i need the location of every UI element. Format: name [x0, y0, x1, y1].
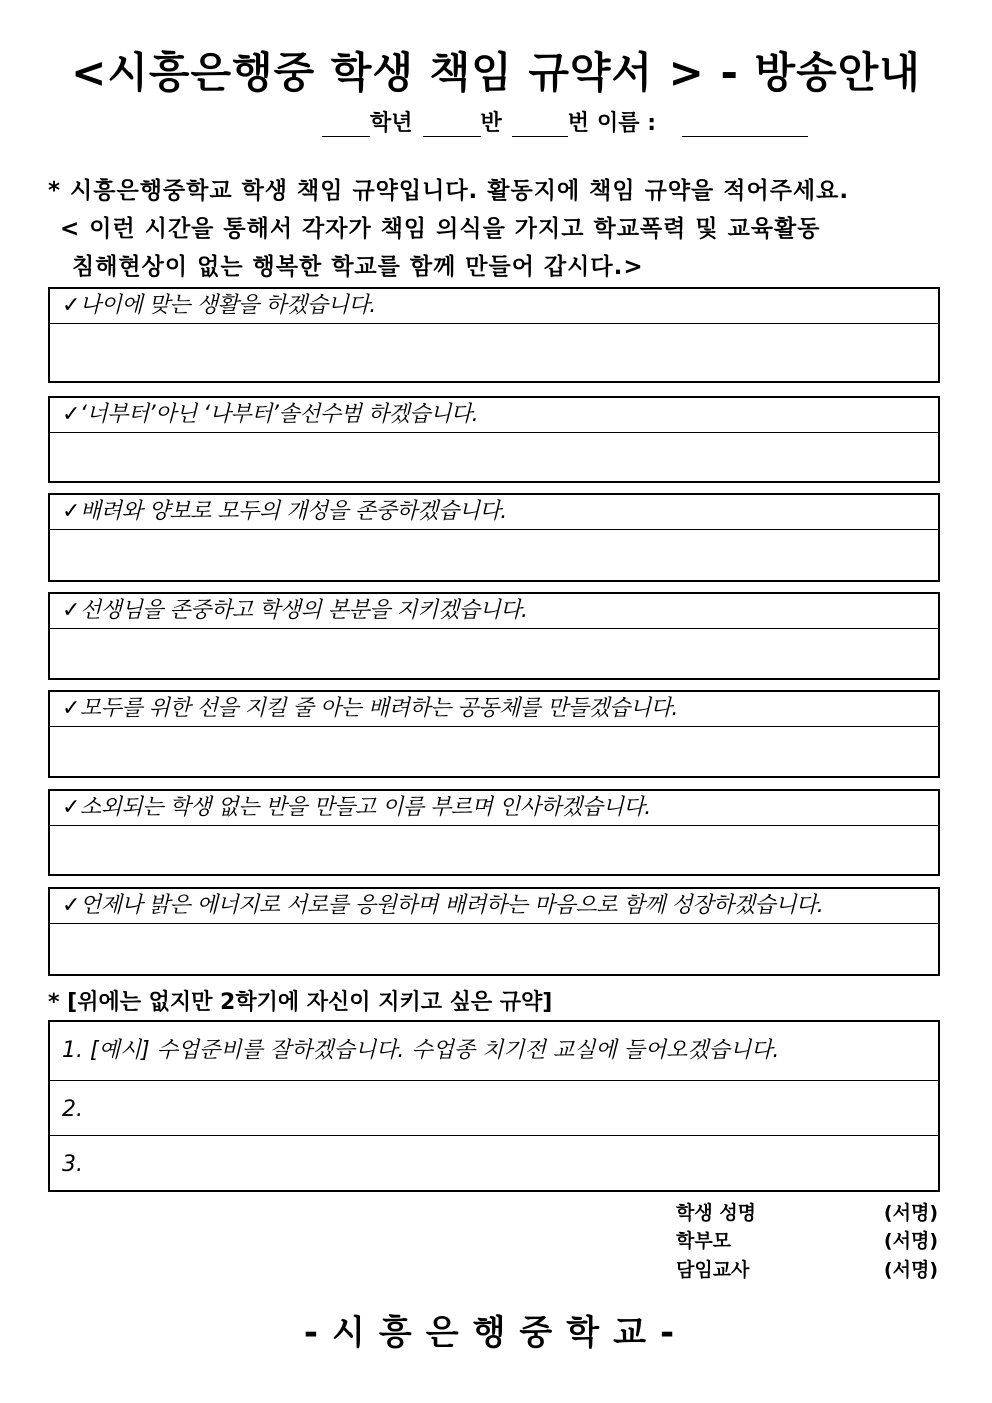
- student-info-line: [322, 106, 808, 137]
- own-rules-table: [48, 1020, 940, 1192]
- pledge-text: ✓모두를 위한 선을 지킬 줄 아는 배려하는 공동체를 만들겠습니다.: [50, 692, 938, 727]
- parent-signature-line[interactable]: [676, 1226, 938, 1253]
- parent-signature-label: 학부모: [676, 1230, 732, 1252]
- grade-blank[interactable]: [322, 112, 370, 137]
- pledge-box-3: [48, 493, 940, 582]
- name-label: 이름 :: [597, 111, 657, 136]
- name-blank[interactable]: [682, 112, 808, 137]
- grade-label: 학년: [370, 111, 413, 136]
- signature-mark: (서명): [883, 1202, 938, 1224]
- school-name: -시흥은행중학교-: [303, 1313, 689, 1353]
- own-rules-heading: * [위에는 없지만 2학기에 자신이 지키고 싶은 규약]: [48, 990, 553, 1015]
- class-blank[interactable]: [423, 112, 481, 137]
- pledge-text: ✓배려와 양보로 모두의 개성을 존중하겠습니다.: [50, 495, 938, 530]
- pledge-text: ✓소외되는 학생 없는 반을 만들고 이름 부르며 인사하겠습니다.: [50, 791, 938, 826]
- own-rule-row-1[interactable]: 1. [예시] 수업준비를 잘하겠습니다. 수업종 치기전 교실에 들어오겠습니다.: [62, 1038, 780, 1063]
- pledge-answer-area[interactable]: [50, 433, 938, 481]
- own-rule-row-2[interactable]: 2.: [50, 1080, 938, 1135]
- student-signature-label: 학생 성명: [676, 1202, 757, 1224]
- pledge-box-4: [48, 592, 940, 680]
- number-blank[interactable]: [512, 112, 568, 137]
- pledge-box-2: [48, 396, 940, 483]
- student-signature-line[interactable]: [676, 1198, 938, 1225]
- pledge-text: ✓‘너부터’아닌 ‘나부터’솔선수범 하겠습니다.: [50, 398, 938, 433]
- pledge-text: ✓나이에 맞는 생활을 하겠습니다.: [50, 289, 938, 324]
- pledge-answer-area[interactable]: [50, 924, 938, 974]
- number-label: 번: [567, 111, 590, 136]
- signature-mark: (서명): [883, 1259, 938, 1281]
- pledge-text: ✓언제나 밝은 에너지로 서로를 응원하며 배려하는 마음으로 함께 성장하겠습니다.: [50, 889, 938, 924]
- pledge-answer-area[interactable]: [50, 530, 938, 580]
- pledge-box-5: [48, 690, 940, 778]
- class-label: 반: [480, 111, 502, 136]
- intro-line-2: < 이런 시간을 통해서 각자가 책임 의식을 가지고 학교폭력 및 교육활동: [60, 216, 821, 242]
- teacher-signature-line[interactable]: [676, 1255, 938, 1282]
- pledge-answer-area[interactable]: [50, 826, 938, 874]
- teacher-signature-label: 담임교사: [676, 1259, 750, 1281]
- own-rule-row-3[interactable]: 3.: [50, 1135, 938, 1190]
- page-title: <시흥은행중 학생 책임 규약서 > - 방송안내: [71, 48, 921, 97]
- signature-mark: (서명): [883, 1230, 938, 1252]
- intro-line-1: * 시흥은행중학교 학생 책임 규약입니다. 활동지에 책임 규약을 적어주세요.: [48, 178, 850, 204]
- pledge-box-6: [48, 789, 940, 876]
- pledge-text: ✓선생님을 존중하고 학생의 본분을 지키겠습니다.: [50, 594, 938, 629]
- pledge-box-7: [48, 887, 940, 976]
- pledge-answer-area[interactable]: [50, 727, 938, 776]
- pledge-box-1: [48, 287, 940, 383]
- pledge-answer-area[interactable]: [50, 629, 938, 678]
- pledge-answer-area[interactable]: [50, 324, 938, 381]
- intro-line-3: 침해현상이 없는 행복한 학교를 함께 만들어 갑시다.>: [72, 254, 644, 280]
